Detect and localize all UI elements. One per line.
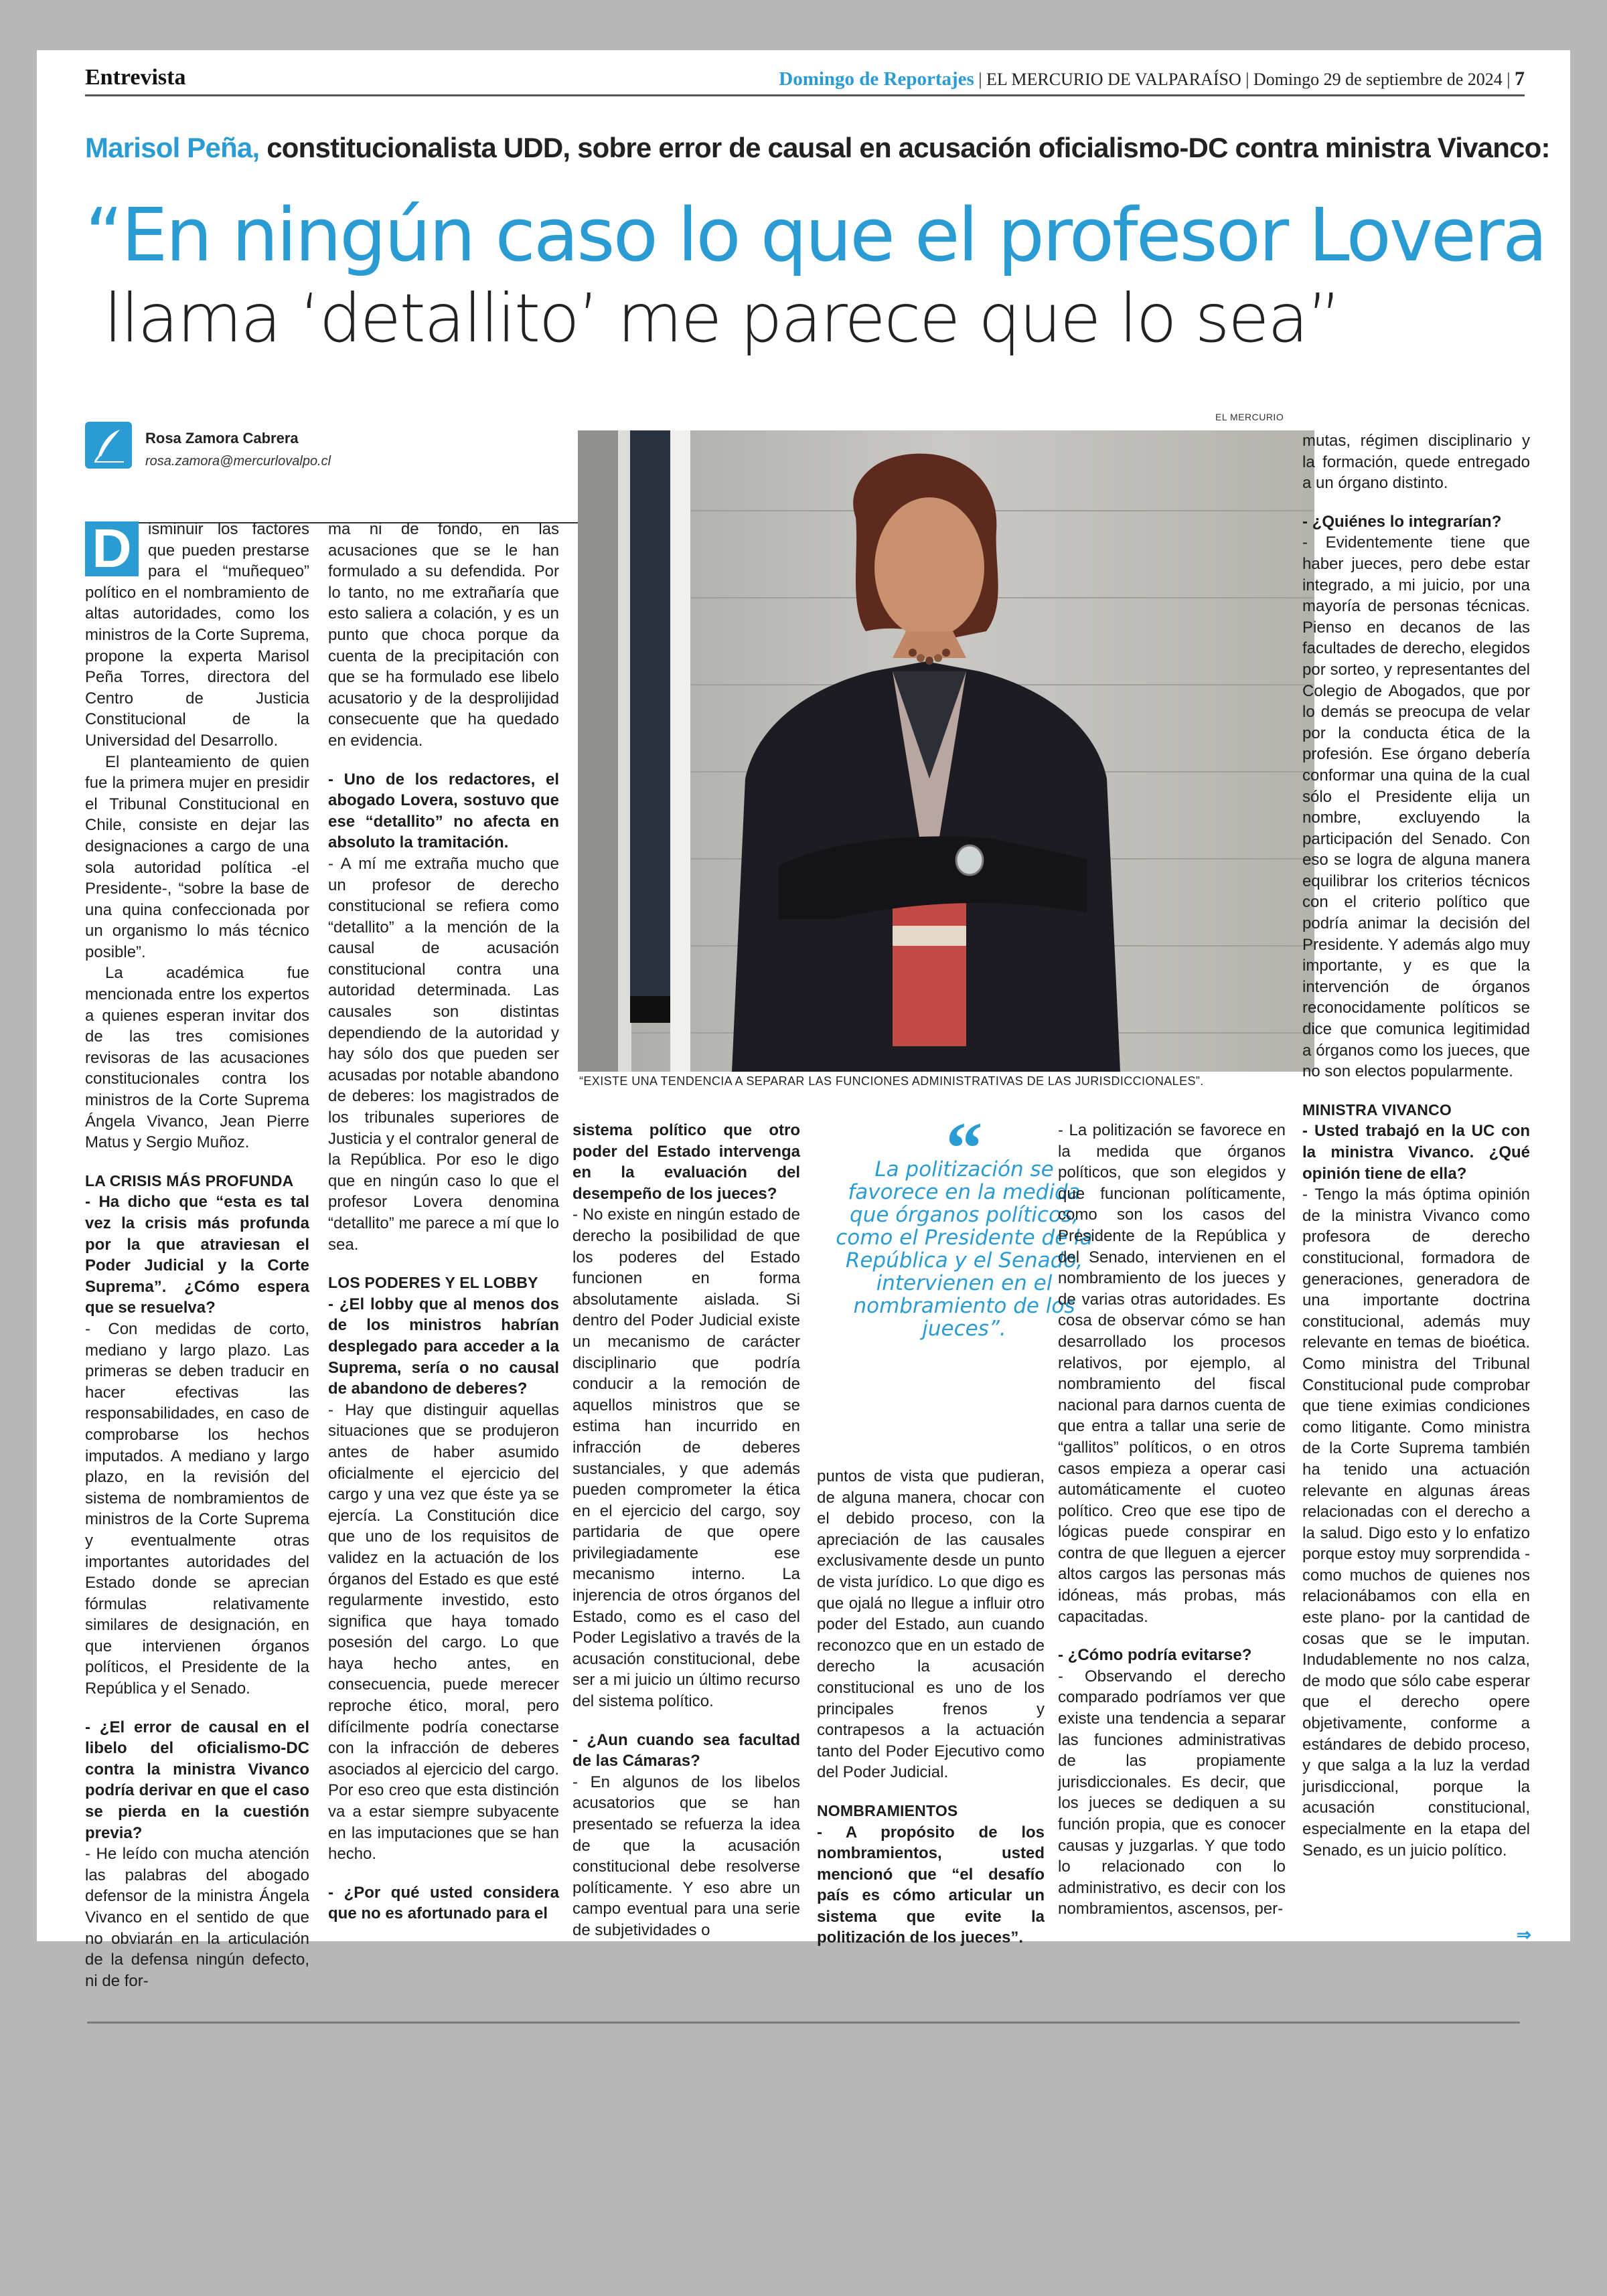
interview-answer: - Hay que distinguir aquellas situaciones que se produjeron antes de haber asumido oficialmente el ejercicio del cargo y una vez que éste ya se ejercía. La Constitución dice que uno de los requisitos de validez en la actuación de los órganos del Estado es que esté regularmente investido, esto significa que haya tomado posesión del cargo. Lo que haya hecho antes, en consecuencia, puede merecer reproche ético, moral, pero difícilmente podría conectarse con la infracción de deberes asociados al ejercicio del cargo. Por eso creo que esta distinción va a estar siempre subyacente en las imputaciones que se han hecho. bbox=[328, 1400, 559, 1864]
continue-arrow-icon: ⇒ bbox=[1517, 1924, 1531, 1945]
interview-answer: - Observando el derecho comparado podríamos ver que existe una tendencia a separar las funciones administrativas de las propiamente jurisdiccionales. Es decir, que los jueces se dediquen a su función propia, que es conocer causas y juzgarlas. Y que todo lo relacionado con lo administrativo, es decir con los nombramientos, ascensos, per- bbox=[1058, 1667, 1286, 1918]
interview-answer: - Evidentemente tiene que haber jueces, pero debe estar integrado, a mi juicio, por una mayoría de personas técnicas. Pienso en decanos de las facultades de derecho, elegidos por sorteo, y representantes del Colegio de Abogados, que por lo demás se preocupa de velar por la conducta ética de la profesión. Ese órgano debería conformar una quina de la cual sólo el Presidente elija un nombre, excluyendo la participación del Senado. Con eso se logra de alguna manera equilibrar los criterios técnicos con el criterio político que podría animar la decisión del Presidente. Y además algo muy importante, y es que la intervención de órganos reconocidamente políticos se dice que comunica legitimidad a órganos como los jueces, que no son electos popularmente. bbox=[1302, 534, 1530, 1081]
interview-question: - A propósito de los nombramientos, usted mencionó que “el desafío país es cómo articular un sistema que evite la politización de los jueces”. bbox=[817, 1823, 1045, 1947]
article-column-5 bbox=[1058, 1120, 1286, 1920]
kicker-name: Marisol Peña, bbox=[85, 132, 260, 163]
interview-answer: - A mí me extraña mucho que un profesor de derecho constitucional se refiera como “detallito” a la mención de la causal de acusación constitucional contra una autoridad determinada. Las causales son distintas dependiendo de la autoridad y hay sólo dos que pueden ser acusadas por notable abandono de deberes: los magistrados de los tribunales superiores de Justicia y el contralor general de la República. Por eso le digo que en ningún caso lo que el profesor Lovera denomina “detallito” me parece a mí que lo sea. bbox=[328, 854, 559, 1254]
portrait-photo bbox=[578, 430, 1314, 1072]
section-label: Entrevista bbox=[85, 65, 186, 90]
paragraph: La académica fue mencionada entre los expertos a quienes esperan invitar dos de las tres comisiones revisoras de las acusaciones constitucionales contra los ministros de la Corte Suprema Ángela Vivanco, Jean Pierre Matus y Sergio Muñoz. bbox=[85, 964, 309, 1152]
author-email: rosa.zamora@mercurlovalpo.cl bbox=[145, 454, 331, 469]
article-column-6 bbox=[1302, 430, 1530, 1861]
interview-question: - ¿El lobby que al menos dos de los ministros habrían desplegado para acceder a la Suprema, sería o no causal de abandono de deberes? bbox=[328, 1295, 559, 1398]
subheading: MINISTRA VIVANCO bbox=[1302, 1100, 1452, 1119]
drop-cap: D bbox=[85, 521, 139, 576]
headline-line-1: “En ningún caso lo que el profesor Lovera bbox=[85, 192, 1546, 278]
interview-answer: - He leído con mucha atención las palabras del abogado defensor de la ministra Ángela Vivanco en el sentido de que no obviarán en la articulación de la defensa ningún defecto, ni de for- bbox=[85, 1845, 309, 1990]
interview-answer: - La politización se favorece en la medida que órganos políticos, que son elegidos y que funcionan políticamente, como son los casos del Presidente de la República y del Senado, intervienen en el nombramiento de los jueces y de varias otras autoridades. Es cosa de observar cómo se han desarrollado los procesos relativos, por ejemplo, al nombramiento del fiscal nacional para darnos cuenta de que entra a tallar una serie de “gallitos” políticos, o en otros casos empieza a operar casi automáticamente el cuoteo político. Creo que ese tipo de lógicas puede conspirar en contra de que lleguen a ejercer altos cargos las personas más idóneas, más probas, más capacitadas. bbox=[1058, 1121, 1286, 1626]
subheading: NOMBRAMIENTOS bbox=[817, 1801, 958, 1819]
pull-quote: La politización se favorece en la medida que órganos políticos, como el Presidente de la República y el Senado, intervienen en el nombramiento de los jueces”. bbox=[836, 1157, 1093, 1341]
interview-question: - ¿Quiénes lo integrarían? bbox=[1302, 512, 1502, 531]
paragraph: El planteamiento de quien fue la primera mujer en presidir el Tribunal Constitucional en Chile, consiste en dejar las designaciones a cargo de una sola autoridad política -el Presidente-, “sobre la base de una quina confeccionada por un organismo lo más técnico posible”. bbox=[85, 752, 309, 961]
interview-question: - Usted trabajó en la UC con la ministra Vivanco. ¿Qué opinión tiene de ella? bbox=[1302, 1122, 1530, 1183]
interview-question: - ¿Cómo podría evitarse? bbox=[1058, 1646, 1252, 1665]
article-column-4 bbox=[817, 1466, 1045, 1949]
quill-icon bbox=[85, 422, 132, 469]
page-header bbox=[85, 65, 1525, 98]
quote-mark-icon: “ bbox=[945, 1107, 983, 1189]
header-divider bbox=[85, 94, 1525, 96]
article-column-1 bbox=[85, 519, 309, 1991]
publication-meta: | EL MERCURIO DE VALPARAÍSO | Domingo 29 de septiembre de 2024 | bbox=[978, 70, 1511, 89]
interview-question: sistema político que otro poder del Estado intervenga en la evaluación del desempeño de los jueces? bbox=[572, 1121, 800, 1203]
interview-question: - ¿El error de causal en el libelo del oficialismo-DC contra la ministra Vivanco podría derivar en que el caso se pierda en la cuestión previa? bbox=[85, 1718, 309, 1842]
scan-divider bbox=[87, 2022, 1520, 2024]
interview-answer: mutas, régimen disciplinario y la formación, quede entregado a un órgano distinto. bbox=[1302, 432, 1530, 493]
interview-answer: puntos de vista que pudieran, de alguna manera, chocar con el debido proceso, con la apreciación de las causales exclusivamente desde un punto de vista jurídico. Lo que digo es que ojalá no llegue a influir otro poder del Estado, aun cuando reconozco que en un estado de derecho la acusación constitucional es uno de los principales frenos y contrapesos a la actuación tanto del Poder Ejecutivo como del Poder Judicial. bbox=[817, 1467, 1045, 1782]
headline-line-2: llama ‘detallito’ me parece que lo sea” bbox=[104, 279, 1341, 357]
interview-question: - ¿Aun cuando sea facultad de las Cámaras? bbox=[572, 1730, 800, 1771]
photo-credit: EL MERCURIO bbox=[1215, 412, 1284, 422]
subheading: LA CRISIS MÁS PROFUNDA bbox=[85, 1171, 294, 1190]
author-name: Rosa Zamora Cabrera bbox=[145, 430, 299, 446]
article-column-3 bbox=[572, 1120, 800, 1941]
page-number: 7 bbox=[1515, 68, 1525, 90]
interview-answer: - Con medidas de corto, mediano y largo plazo. Las primeras se deben traducir en hacer efectivas las responsabilidades, en caso de comprobarse los hechos imputados. A mediano y largo plazo, en la revisión del sistema de nombramientos de ministros de la Corte Suprema y eventualmente otras importantes autoridades del Estado donde se aprecian fórmulas relativamente similares de designación, en que intervienen órganos políticos, el Presidente de la República y el Senado. bbox=[85, 1319, 309, 1698]
interview-answer: - No existe en ningún estado de derecho la posibilidad de que los poderes del Estado funcionen en forma absolutamente aislada. Si dentro del Poder Judicial existe un mecanismo de carácter disciplinario que podría conducir a la remoción de aquellos ministros que se estima han incurrido en infracción de deberes sustanciales, y que además pueden comprometer la ética en el ejercicio del cargo, soy partidaria de que opere privilegiadamente ese mecanismo interno. La injerencia de otros órganos del Estado, como es el caso del Poder Legislativo a través de la acusación constitucional, debe ser a mi juicio un último recurso del sistema político. bbox=[572, 1206, 800, 1711]
interview-question: - Uno de los redactores, el abogado Lovera, sostuvo que ese “detallito” no afecta en absoluto la tramitación. bbox=[328, 770, 559, 852]
article-column-2 bbox=[328, 519, 559, 1924]
subheading: LOS PODERES Y EL LOBBY bbox=[328, 1274, 538, 1292]
publication-name: Domingo de Reportajes bbox=[779, 68, 974, 90]
photo-caption: “EXISTE UNA TENDENCIA A SEPARAR LAS FUNCIONES ADMINISTRATIVAS DE LAS JURISDICCIONALES”. bbox=[579, 1074, 1204, 1088]
interview-answer: ma ni de fondo, en las acusaciones que se le han formulado a su defendida. Por lo tanto, no me extrañaría que esto saliera a colación, y es un punto que choca porque da cuenta de la precipitación con que se ha formulado ese libelo acusatorio y de la desprolijidad consecuente que ha quedado en evidencia. bbox=[328, 520, 559, 750]
paragraph: isminuir los factores que pueden prestarse para el “muñequeo” político en el nombramiento de altas autoridades, como los ministros de la Corte Suprema, propone la experta Marisol Peña Torres, directora del Centro de Justicia Constitucional de la Universidad del Desarrollo. bbox=[85, 520, 309, 750]
kicker-text: constitucionalista UDD, sobre error de causal en acusación oficialismo-DC contra ministra Vivanco: bbox=[266, 132, 1550, 163]
kicker bbox=[85, 132, 1550, 164]
interview-answer: - Tengo la más óptima opinión de la ministra Vivanco como profesora de derecho constitucional, formadora de generaciones, generadora de una importante doctrina constitucional, además muy relevante en temas de bioética. Como ministra del Tribunal Constitucional pude comprobar que tiene eximias condiciones como litigante. Como ministra de la Corte Suprema también ha tenido una actuación relevante en algunas áreas relacionadas con el derecho a la salud. Digo esto y lo enfatizo porque estoy muy sorprendida -como muchos de quienes nos relacionábamos con ella en este plano- por la cantidad de cosas que se le imputan. Indudablemente no nos calza, de modo que sólo cabe esperar que el derecho opere objetivamente, conforme a estándares de debido proceso, y que salga a la luz la verdad jurisdiccional, porque la acusación constitucional, especialmente en la etapa del Senado, es un juicio político. bbox=[1302, 1185, 1530, 1860]
publication-info bbox=[779, 68, 1525, 90]
newspaper-page bbox=[37, 50, 1570, 1990]
interview-question: - ¿Por qué usted considera que no es afortunado para el bbox=[328, 1883, 559, 1923]
interview-answer: - En algunos de los libelos acusatorios que se han presentado se refuerza la idea de que la acusación constitucional debe resolverse políticamente. Y eso abre un campo eventual para una serie de subjetividades o bbox=[572, 1773, 800, 1939]
interview-question: - Ha dicho que “esta es tal vez la crisis más profunda por la que atraviesan el Poder Judicial y la Corte Suprema”. ¿Cómo espera que se resuelva? bbox=[85, 1193, 309, 1317]
